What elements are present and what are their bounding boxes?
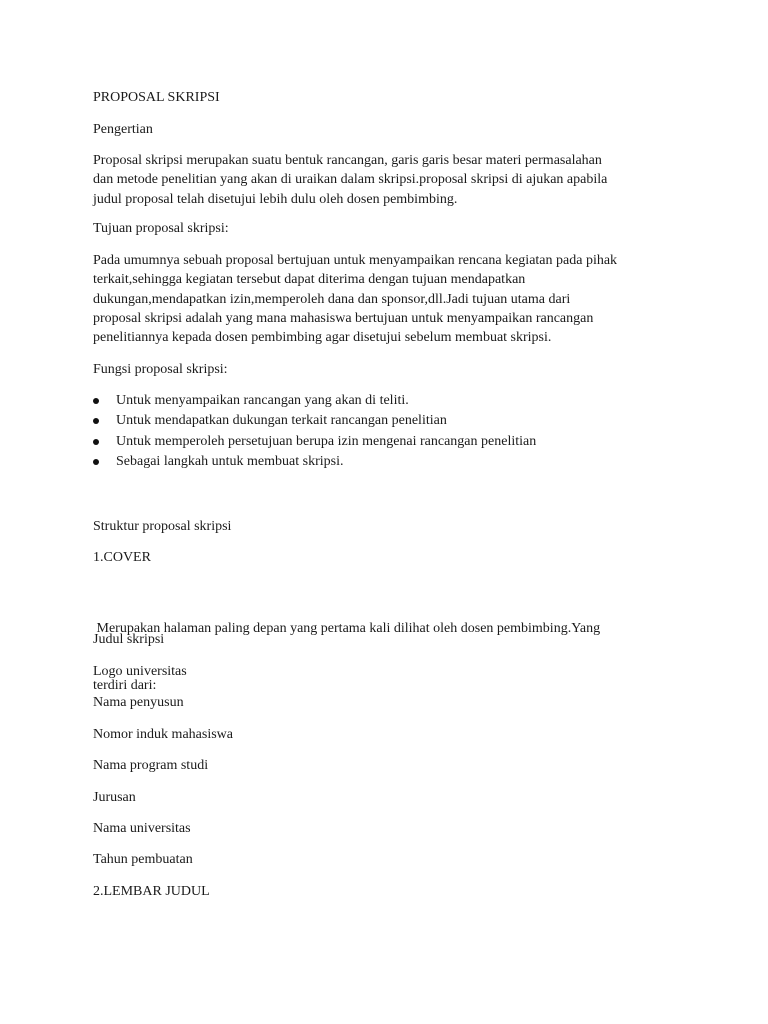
list-item: Untuk memperoleh persetujuan berupa izin mengenai rancangan penelitian: [93, 432, 536, 452]
bullet-icon: [93, 459, 99, 465]
cover-item-prodi: Nama program studi: [93, 758, 209, 773]
heading-tujuan: Tujuan proposal skripsi:: [93, 221, 229, 236]
paragraph-line: Merupakan halaman paling depan yang pertama kali dilihat oleh dosen pembimbing.Yang: [93, 620, 601, 636]
cover-item-penyusun: Nama penyusun: [93, 695, 184, 710]
fungsi-list: [93, 391, 536, 472]
heading-cover: 1.COVER: [93, 550, 151, 565]
list-item: Sebagai langkah untuk membuat skripsi.: [93, 452, 536, 472]
bullet-icon: [93, 398, 99, 404]
bullet-icon: [93, 418, 99, 424]
paragraph-line: penelitiannya kepada dosen pembimbing agar disetujui sebelum membuat skripsi.: [93, 330, 552, 346]
paragraph-line: Proposal skripsi merupakan suatu bentuk rancangan, garis garis besar materi permasalahan: [93, 153, 602, 168]
cover-item-universitas: Nama universitas: [93, 821, 191, 836]
list-item: Untuk mendapatkan dukungan terkait rancangan penelitian: [93, 411, 536, 431]
heading-struktur: Struktur proposal skripsi: [93, 519, 232, 534]
paragraph-line: judul proposal telah disetujui lebih dulu oleh dosen pembimbing.: [93, 191, 458, 207]
cover-item-nim: Nomor induk mahasiswa: [93, 727, 233, 742]
document-title: PROPOSAL SKRIPSI: [93, 90, 220, 105]
heading-pengertian: Pengertian: [93, 122, 153, 137]
cover-item-jurusan: Jurusan: [93, 790, 136, 805]
cover-item-logo: Logo universitas: [93, 664, 187, 679]
paragraph-tujuan: [93, 251, 683, 347]
list-item: Untuk menyampaikan rancangan yang akan di teliti.: [93, 391, 536, 411]
heading-lembar-judul: 2.LEMBAR JUDUL: [93, 884, 210, 899]
paragraph-pengertian: [93, 151, 683, 209]
paragraph-line: Pada umumnya sebuah proposal bertujuan untuk menyampaikan rencana kegiatan pada pihak: [93, 253, 618, 268]
bullet-icon: [93, 439, 99, 445]
paragraph-line: terkait,sehingga kegiatan tersebut dapat diterima dengan tujuan mendapatkan: [93, 272, 526, 288]
paragraph-line: proposal skripsi adalah yang mana mahasiswa bertujuan untuk menyampaikan rancangan: [93, 310, 594, 326]
paragraph-line: dukungan,mendapatkan izin,memperoleh dana dan sponsor,dll.Jadi tujuan utama dari: [93, 291, 571, 307]
paragraph-line: terdiri dari:: [93, 678, 157, 694]
cover-item-judul: Judul skripsi: [93, 632, 165, 647]
cover-item-tahun: Tahun pembuatan: [93, 852, 193, 867]
paragraph-line: dan metode penelitian yang akan di uraikan dalam skripsi.proposal skripsi di ajukan apabila: [93, 172, 608, 188]
heading-fungsi: Fungsi proposal skripsi:: [93, 362, 228, 377]
